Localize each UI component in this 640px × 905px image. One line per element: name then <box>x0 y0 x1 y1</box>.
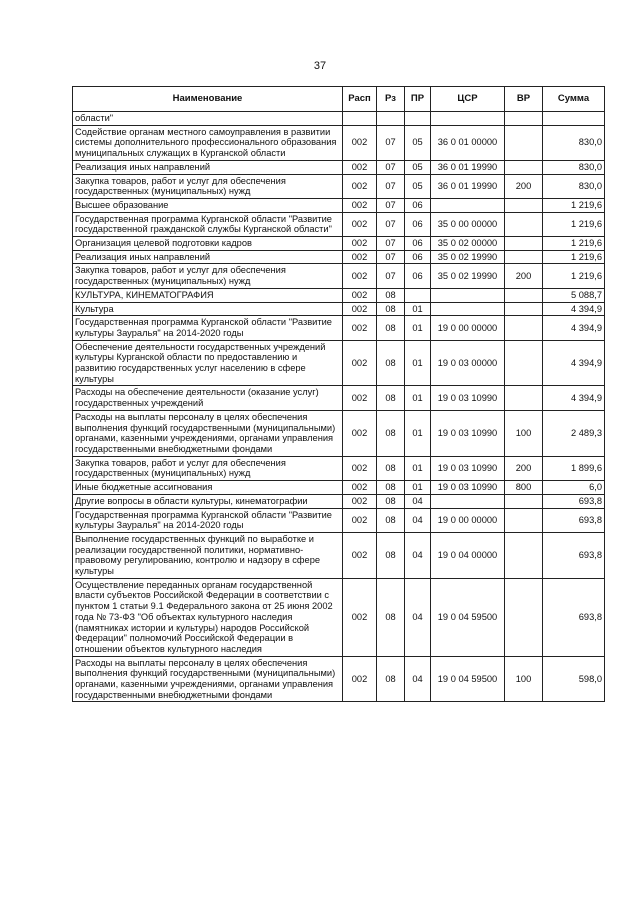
table-row <box>73 656 605 702</box>
page-number: 37 <box>313 60 327 72</box>
cell-sum: 6,0 <box>543 481 605 495</box>
table-row <box>73 302 605 316</box>
cell-rasp: 002 <box>343 578 377 656</box>
cell-csr: 36 0 01 19990 <box>431 174 505 198</box>
table-row <box>73 386 605 410</box>
cell-pr: 05 <box>405 160 431 174</box>
cell-rz: 07 <box>377 160 405 174</box>
cell-name: Выполнение государственных функций по выработке и реализации государственной политики, нормативно-правовому регулированию, контролю и надзору в сфере культуры <box>73 532 343 578</box>
cell-name: Высшее образование <box>73 198 343 212</box>
cell-name: Организация целевой подготовки кадров <box>73 237 343 251</box>
cell-csr <box>431 494 505 508</box>
cell-rasp: 002 <box>343 250 377 264</box>
cell-sum: 5 088,7 <box>543 288 605 302</box>
table-row <box>73 532 605 578</box>
table-row <box>73 578 605 656</box>
cell-rasp: 002 <box>343 174 377 198</box>
cell-vr: 200 <box>505 174 543 198</box>
cell-rasp: 002 <box>343 456 377 480</box>
cell-name: Расходы на обеспечение деятельности (оказание услуг) государственных учреждений <box>73 386 343 410</box>
cell-pr: 06 <box>405 264 431 288</box>
cell-rz: 07 <box>377 174 405 198</box>
cell-csr: 35 0 02 19990 <box>431 264 505 288</box>
cell-name: Закупка товаров, работ и услуг для обеспечения государственных (муниципальных) нужд <box>73 456 343 480</box>
cell-pr: 05 <box>405 125 431 160</box>
cell-rasp <box>343 112 377 126</box>
cell-vr <box>505 340 543 386</box>
cell-rz: 08 <box>377 302 405 316</box>
table-row <box>73 112 605 126</box>
cell-rasp: 002 <box>343 264 377 288</box>
cell-vr <box>505 125 543 160</box>
cell-rz: 08 <box>377 410 405 456</box>
cell-pr: 01 <box>405 316 431 340</box>
cell-pr: 06 <box>405 237 431 251</box>
table-row <box>73 237 605 251</box>
cell-csr: 19 0 04 59500 <box>431 578 505 656</box>
cell-name: Закупка товаров, работ и услуг для обеспечения государственных (муниципальных) нужд <box>73 264 343 288</box>
header-rz: Рз <box>377 87 405 112</box>
cell-name: Реализация иных направлений <box>73 160 343 174</box>
cell-name: Государственная программа Курганской области "Развитие культуры Зауралья" на 2014-2020 годы <box>73 508 343 532</box>
cell-pr: 01 <box>405 410 431 456</box>
table-row <box>73 160 605 174</box>
cell-pr: 06 <box>405 212 431 236</box>
table-row <box>73 198 605 212</box>
cell-pr: 06 <box>405 198 431 212</box>
cell-sum: 4 394,9 <box>543 340 605 386</box>
table-row <box>73 316 605 340</box>
table-row <box>73 125 605 160</box>
cell-rz: 07 <box>377 125 405 160</box>
cell-sum: 693,8 <box>543 508 605 532</box>
cell-rasp: 002 <box>343 302 377 316</box>
cell-sum: 830,0 <box>543 174 605 198</box>
cell-pr: 06 <box>405 250 431 264</box>
cell-pr <box>405 288 431 302</box>
cell-rz: 08 <box>377 508 405 532</box>
cell-vr <box>505 302 543 316</box>
cell-rasp: 002 <box>343 125 377 160</box>
cell-pr: 05 <box>405 174 431 198</box>
cell-name: области" <box>73 112 343 126</box>
cell-sum: 830,0 <box>543 160 605 174</box>
cell-vr <box>505 508 543 532</box>
cell-vr <box>505 316 543 340</box>
table-row <box>73 250 605 264</box>
table-header <box>73 87 605 112</box>
cell-rz <box>377 112 405 126</box>
cell-sum: 693,8 <box>543 494 605 508</box>
cell-vr <box>505 198 543 212</box>
cell-vr <box>505 160 543 174</box>
cell-rz: 07 <box>377 264 405 288</box>
cell-rasp: 002 <box>343 237 377 251</box>
cell-csr: 19 0 03 00000 <box>431 340 505 386</box>
table-row <box>73 340 605 386</box>
budget-table <box>72 86 605 702</box>
cell-name: Иные бюджетные ассигнования <box>73 481 343 495</box>
table-row <box>73 288 605 302</box>
cell-sum <box>543 112 605 126</box>
cell-csr: 19 0 03 10990 <box>431 456 505 480</box>
cell-name: Реализация иных направлений <box>73 250 343 264</box>
cell-csr: 35 0 00 00000 <box>431 212 505 236</box>
cell-vr <box>505 386 543 410</box>
cell-csr <box>431 112 505 126</box>
cell-rz: 08 <box>377 481 405 495</box>
table-row <box>73 456 605 480</box>
cell-csr: 36 0 01 19990 <box>431 160 505 174</box>
cell-rz: 07 <box>377 237 405 251</box>
header-row <box>73 87 605 112</box>
cell-sum: 4 394,9 <box>543 302 605 316</box>
cell-pr <box>405 112 431 126</box>
cell-rz: 08 <box>377 532 405 578</box>
cell-pr: 04 <box>405 656 431 702</box>
cell-sum: 693,8 <box>543 532 605 578</box>
cell-sum: 1 219,6 <box>543 264 605 288</box>
cell-csr <box>431 288 505 302</box>
cell-rz: 08 <box>377 288 405 302</box>
cell-rz: 08 <box>377 316 405 340</box>
cell-vr <box>505 494 543 508</box>
cell-csr: 35 0 02 00000 <box>431 237 505 251</box>
cell-rasp: 002 <box>343 160 377 174</box>
cell-csr: 19 0 00 00000 <box>431 508 505 532</box>
cell-name: Другие вопросы в области культуры, кинематографии <box>73 494 343 508</box>
cell-pr: 01 <box>405 456 431 480</box>
cell-csr: 19 0 03 10990 <box>431 410 505 456</box>
cell-name: Осуществление переданных органам государственной власти субъектов Российской Федерации в соответствии с пунктом 1 статьи 9.1 Федерального закона от 25 июня 2002 года № 73-ФЗ "Об объектах культурного наследия (памятниках истории и культуры) народов Российской Федерации" полномочий Российской Федерации в отношении объектов культурного наследия <box>73 578 343 656</box>
cell-csr <box>431 302 505 316</box>
cell-rasp: 002 <box>343 410 377 456</box>
cell-rasp: 002 <box>343 212 377 236</box>
cell-csr: 19 0 04 59500 <box>431 656 505 702</box>
cell-name: Обеспечение деятельности государственных учреждений культуры Курганской области по предоставлению и развитию государственных услуг населению в сфере культуры <box>73 340 343 386</box>
cell-pr: 01 <box>405 386 431 410</box>
cell-vr <box>505 578 543 656</box>
table-row <box>73 494 605 508</box>
cell-rz: 07 <box>377 212 405 236</box>
table-row <box>73 410 605 456</box>
cell-sum: 1 219,6 <box>543 198 605 212</box>
cell-vr: 200 <box>505 264 543 288</box>
cell-name: Расходы на выплаты персоналу в целях обеспечения выполнения функций государственными (муниципальными) органами, казенными учреждениями, органами управления государственными внебюджетными фондами <box>73 656 343 702</box>
cell-rz: 08 <box>377 340 405 386</box>
cell-vr <box>505 212 543 236</box>
cell-vr <box>505 288 543 302</box>
cell-sum: 598,0 <box>543 656 605 702</box>
cell-name: Государственная программа Курганской области "Развитие государственной гражданской службы Курганской области" <box>73 212 343 236</box>
header-vr: ВР <box>505 87 543 112</box>
cell-sum: 1 219,6 <box>543 250 605 264</box>
header-rasp: Расп <box>343 87 377 112</box>
cell-csr: 19 0 00 00000 <box>431 316 505 340</box>
cell-name: КУЛЬТУРА, КИНЕМАТОГРАФИЯ <box>73 288 343 302</box>
header-csr: ЦСР <box>431 87 505 112</box>
cell-rasp: 002 <box>343 316 377 340</box>
cell-vr: 100 <box>505 656 543 702</box>
cell-sum: 4 394,9 <box>543 316 605 340</box>
cell-vr <box>505 237 543 251</box>
cell-pr: 01 <box>405 302 431 316</box>
cell-vr: 100 <box>505 410 543 456</box>
cell-rasp: 002 <box>343 340 377 386</box>
cell-pr: 04 <box>405 494 431 508</box>
cell-rasp: 002 <box>343 656 377 702</box>
cell-rz: 08 <box>377 494 405 508</box>
cell-rasp: 002 <box>343 481 377 495</box>
cell-pr: 04 <box>405 578 431 656</box>
table-row <box>73 264 605 288</box>
cell-name: Государственная программа Курганской области "Развитие культуры Зауралья" на 2014-2020 годы <box>73 316 343 340</box>
cell-rz: 08 <box>377 386 405 410</box>
cell-csr: 36 0 01 00000 <box>431 125 505 160</box>
cell-sum: 1 899,6 <box>543 456 605 480</box>
cell-rz: 08 <box>377 456 405 480</box>
cell-name: Содействие органам местного самоуправления в развитии системы дополнительного профессионального образования муниципальных служащих в Курганской области <box>73 125 343 160</box>
cell-vr <box>505 112 543 126</box>
table-body <box>73 112 605 702</box>
cell-rasp: 002 <box>343 288 377 302</box>
cell-name: Культура <box>73 302 343 316</box>
table-row <box>73 174 605 198</box>
cell-sum: 830,0 <box>543 125 605 160</box>
cell-pr: 01 <box>405 481 431 495</box>
cell-sum: 693,8 <box>543 578 605 656</box>
cell-sum: 1 219,6 <box>543 237 605 251</box>
cell-name: Расходы на выплаты персоналу в целях обеспечения выполнения функций государственными (муниципальными) органами, казенными учреждениями, органами управления государственными внебюджетными фондами <box>73 410 343 456</box>
cell-rasp: 002 <box>343 532 377 578</box>
cell-vr: 800 <box>505 481 543 495</box>
cell-rasp: 002 <box>343 508 377 532</box>
table-row <box>73 481 605 495</box>
cell-rz: 08 <box>377 578 405 656</box>
cell-rasp: 002 <box>343 386 377 410</box>
cell-sum: 1 219,6 <box>543 212 605 236</box>
cell-vr: 200 <box>505 456 543 480</box>
cell-sum: 4 394,9 <box>543 386 605 410</box>
cell-name: Закупка товаров, работ и услуг для обеспечения государственных (муниципальных) нужд <box>73 174 343 198</box>
cell-csr: 19 0 03 10990 <box>431 386 505 410</box>
cell-csr: 19 0 03 10990 <box>431 481 505 495</box>
cell-rz: 07 <box>377 250 405 264</box>
cell-vr <box>505 250 543 264</box>
table-row <box>73 508 605 532</box>
cell-csr <box>431 198 505 212</box>
cell-rz: 07 <box>377 198 405 212</box>
cell-rz: 08 <box>377 656 405 702</box>
header-sum: Сумма <box>543 87 605 112</box>
header-name: Наименование <box>73 87 343 112</box>
cell-pr: 04 <box>405 508 431 532</box>
cell-sum: 2 489,3 <box>543 410 605 456</box>
cell-csr: 35 0 02 19990 <box>431 250 505 264</box>
header-pr: ПР <box>405 87 431 112</box>
cell-rasp: 002 <box>343 494 377 508</box>
cell-vr <box>505 532 543 578</box>
table-row <box>73 212 605 236</box>
cell-rasp: 002 <box>343 198 377 212</box>
cell-csr: 19 0 04 00000 <box>431 532 505 578</box>
cell-pr: 01 <box>405 340 431 386</box>
cell-pr: 04 <box>405 532 431 578</box>
